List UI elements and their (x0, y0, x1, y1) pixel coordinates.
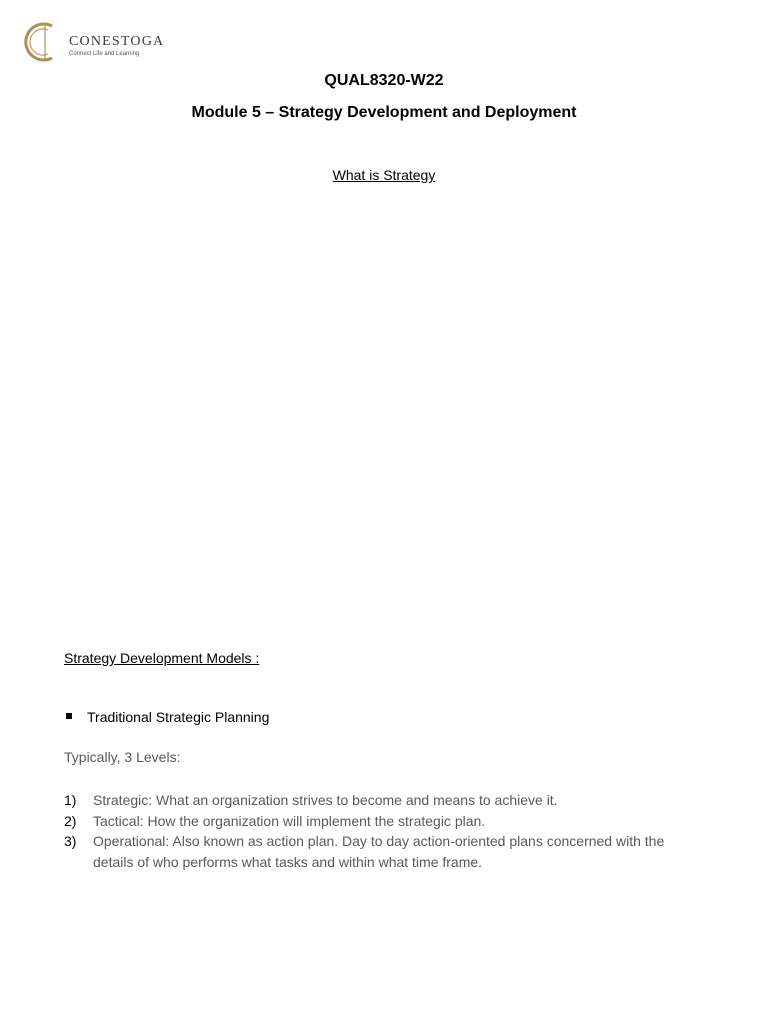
course-code: QUAL8320-W22 (324, 72, 444, 89)
list-item (64, 790, 704, 811)
list-item-text: Operational: Also known as action plan. Day to day action-oriented plans concerned with the details of who performs what tasks and within what time frame. (93, 833, 665, 870)
bullet-item (64, 709, 269, 725)
logo-name: CONESTOGA (69, 34, 165, 49)
list-item-number: 2) (64, 812, 77, 829)
list-item (64, 831, 704, 872)
strategy-models-heading: Strategy Development Models : (64, 650, 260, 666)
faded-text-block (100, 222, 670, 552)
bullet-label: Traditional Strategic Planning (87, 709, 270, 725)
levels-intro: Typically, 3 Levels: (64, 749, 181, 765)
list-item-number: 3) (64, 833, 77, 849)
square-bullet-icon (66, 713, 72, 719)
logo-tagline: Connect Life and Learning (69, 51, 140, 57)
module-title: Module 5 – Strategy Development and Deployment (191, 104, 577, 121)
list-item (64, 811, 704, 832)
list-item-text: Tactical: How the organization will implement the strategic plan. (93, 812, 486, 829)
conestoga-logo (18, 20, 178, 64)
conestoga-c-logo-icon (18, 20, 60, 64)
list-item-number: 1) (64, 792, 77, 808)
levels-list (64, 790, 704, 872)
section-heading-what-is-strategy: What is Strategy (332, 167, 436, 183)
list-item-text: Strategic: What an organization strives to become and means to achieve it. (93, 792, 558, 808)
